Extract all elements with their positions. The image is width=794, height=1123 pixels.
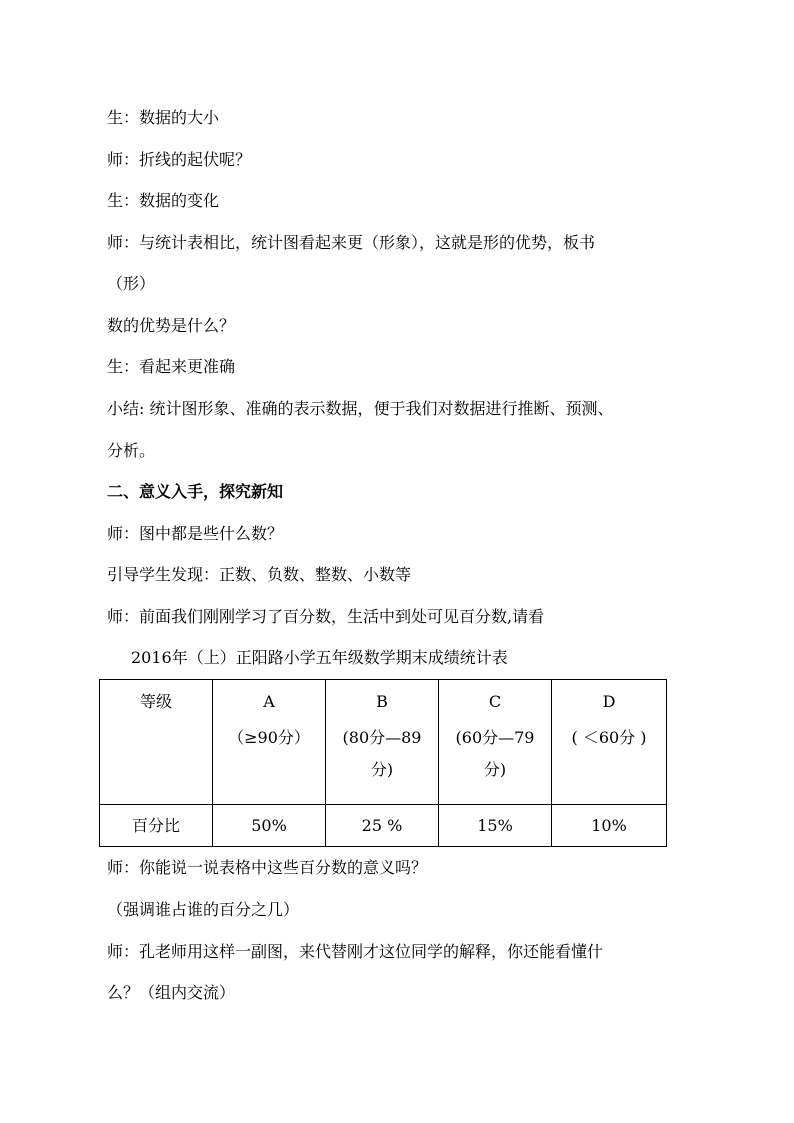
percent-cell: 50% xyxy=(213,805,326,847)
header-label: 等级 xyxy=(139,692,172,711)
text-line: 小结: 统计图形象、准确的表示数据，便于我们对数据进行推断、预测、 xyxy=(107,399,614,418)
grade-range-cont: 分) xyxy=(483,760,507,779)
percent-cell: 10% xyxy=(552,805,667,847)
grade-letter: B xyxy=(376,692,388,711)
text-line: 师：折线的起伏呢？ xyxy=(107,150,252,169)
text-line: （强调谁占谁的百分之几） xyxy=(107,900,300,919)
grade-range: (60分—79 xyxy=(455,728,535,747)
text-line: 师：与统计表相比，统计图看起来更（形象），这就是形的优势，板书 xyxy=(107,233,596,252)
grade-range-cont: 分) xyxy=(370,760,394,779)
text-line: 分析。 xyxy=(107,441,156,460)
text-line: （形） xyxy=(107,274,156,293)
table-row xyxy=(100,805,667,847)
text-line: 么？（组内交流） xyxy=(107,983,236,1002)
table-row xyxy=(100,680,667,805)
text-line: 生：数据的变化 xyxy=(107,191,220,210)
grade-range: (80分—89 xyxy=(342,728,422,747)
grade-letter: A xyxy=(263,692,275,711)
table-caption: 2016年（上）正阳路小学五年级数学期末成绩统计表 xyxy=(131,648,508,667)
text-line: 数的优势是什么？ xyxy=(107,316,236,335)
percent-cell: 25 % xyxy=(326,805,439,847)
header-label-cell xyxy=(100,680,213,805)
grade-range: ( ＜60分 ) xyxy=(571,728,647,747)
text-line: 师：图中都是些什么数？ xyxy=(107,524,284,543)
grade-table xyxy=(99,679,667,847)
text-line: 引导学生发现：正数、负数、整数、小数等 xyxy=(107,565,412,584)
grade-cell xyxy=(439,680,552,805)
grade-cell xyxy=(552,680,667,805)
text-line: 师：前面我们刚刚学习了百分数，生活中到处可见百分数,请看 xyxy=(107,607,545,626)
text-line: 师：你能说一说表格中这些百分数的意义吗？ xyxy=(107,858,428,877)
grade-letter: C xyxy=(488,692,502,711)
grade-letter: D xyxy=(602,692,616,711)
section-heading: 二、意义入手，探究新知 xyxy=(107,482,284,501)
text-line: 生：数据的大小 xyxy=(107,108,220,127)
text-line: 生：看起来更准确 xyxy=(107,357,236,376)
grade-range: （≥90分） xyxy=(228,728,310,747)
grade-cell xyxy=(326,680,439,805)
row-label: 百分比 xyxy=(100,805,213,847)
percent-cell: 15% xyxy=(439,805,552,847)
text-line: 师：孔老师用这样一副图，来代替刚才这位同学的解释，你还能看懂什 xyxy=(107,942,604,961)
grade-cell xyxy=(213,680,326,805)
